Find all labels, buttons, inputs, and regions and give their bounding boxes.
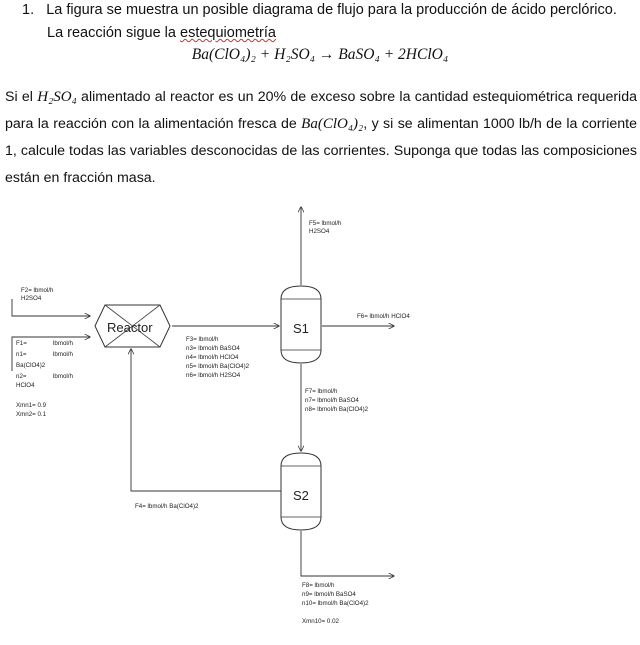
question-line-1: [22, 2, 617, 18]
f3-line-5: n6= lbmol/h H2SO4: [186, 372, 241, 379]
f1-line-5: HClO4: [16, 382, 35, 389]
f8-line-2: n9= lbmol/h BaSO4: [302, 591, 356, 598]
problem-paragraph: [5, 84, 637, 192]
reaction-equation: Ba(ClO₄)₂ + H₂SO₄ → BaSO₄ + 2HClO₄: [191, 46, 449, 63]
question-text-2: La reacción sigue la: [47, 25, 180, 41]
question-number: 1.: [22, 2, 35, 18]
reactor-unit: [95, 305, 170, 347]
f7-labels: [305, 388, 369, 413]
separator-s2: [281, 453, 321, 530]
f5-line-1: F5= lbmol/h: [309, 220, 342, 227]
f1-line-3: Ba(ClO4)2: [16, 362, 46, 369]
f1-unit-3: lbmol/h: [53, 373, 73, 380]
f8-line-3: n10= lbmol/h Ba(ClO4)2: [302, 600, 369, 607]
f8-line-1: F8= lbmol/h: [302, 582, 335, 589]
misspelled-word: estequiometría: [180, 25, 276, 41]
s1-label: S1: [293, 321, 309, 336]
f3-line-2: n3= lbmol/h BaSO4: [186, 345, 240, 352]
f8-fraction: Xmn10= 0.02: [302, 618, 339, 625]
f1-line-2: n1=: [16, 351, 27, 358]
para-h2so4: H₂SO₄: [37, 89, 77, 105]
reactor-label: Reactor: [107, 320, 153, 335]
para-part-3: , y si se alimentan 1000 lb/h de la corriente 1, calcule todas las variables desconocidas de las corrientes. Suponga que todas las composiciones están en fracción masa.: [5, 116, 637, 186]
f3-line-1: F3= lbmol/h: [186, 336, 219, 343]
separator-s1: [281, 286, 321, 363]
stream-f4-line: [131, 349, 281, 491]
f5-line-2: H2SO4: [309, 228, 330, 235]
flow-diagram: [0, 195, 640, 645]
f3-labels: [186, 336, 250, 379]
question-line-2: [47, 25, 276, 41]
f2-labels: [21, 287, 54, 302]
f4-label: F4= lbmol/h Ba(ClO4)2: [135, 503, 199, 510]
f8-labels: [302, 582, 369, 625]
f1-line-1: F1=: [16, 340, 27, 347]
question-text-1: La figura se muestra un posible diagrama de flujo para la producción de ácido perclórico.: [46, 2, 617, 18]
f1-line-4: n2=: [16, 373, 27, 380]
f2-line-2: H2SO4: [21, 295, 42, 302]
f3-line-3: n4= lbmol/h HClO4: [186, 354, 239, 361]
para-part-2: alimentado al reactor es un 20% de exceso sobre la cantidad estequiométrica requerida para la reacción con la alimentación fresca de: [5, 89, 637, 132]
para-part-1: Si el: [5, 89, 38, 105]
f1-labels: [16, 340, 74, 418]
f7-line-3: n8= lbmol/h Ba(ClO4)2: [305, 406, 369, 413]
para-baclo4: Ba(ClO₄)₂: [301, 116, 364, 132]
f1-fraction-1: Xmn1= 0.9: [16, 402, 47, 409]
f2-line-1: F2= lbmol/h: [21, 287, 54, 294]
stream-f8-line: [301, 531, 394, 576]
f5-labels: [309, 220, 342, 235]
f1-unit-2: lbmol/h: [53, 351, 73, 358]
f1-unit-1: lbmol/h: [53, 340, 73, 347]
f6-label: F6= lbmol/h HClO4: [357, 313, 410, 320]
s2-label: S2: [293, 488, 309, 503]
f3-line-4: n5= lbmol/h Ba(ClO4)2: [186, 363, 250, 370]
f7-line-2: n7= lbmol/h BaSO4: [305, 397, 359, 404]
f7-line-1: F7= lbmol/h: [305, 388, 338, 395]
f1-fraction-2: Xmn2= 0.1: [16, 411, 47, 418]
